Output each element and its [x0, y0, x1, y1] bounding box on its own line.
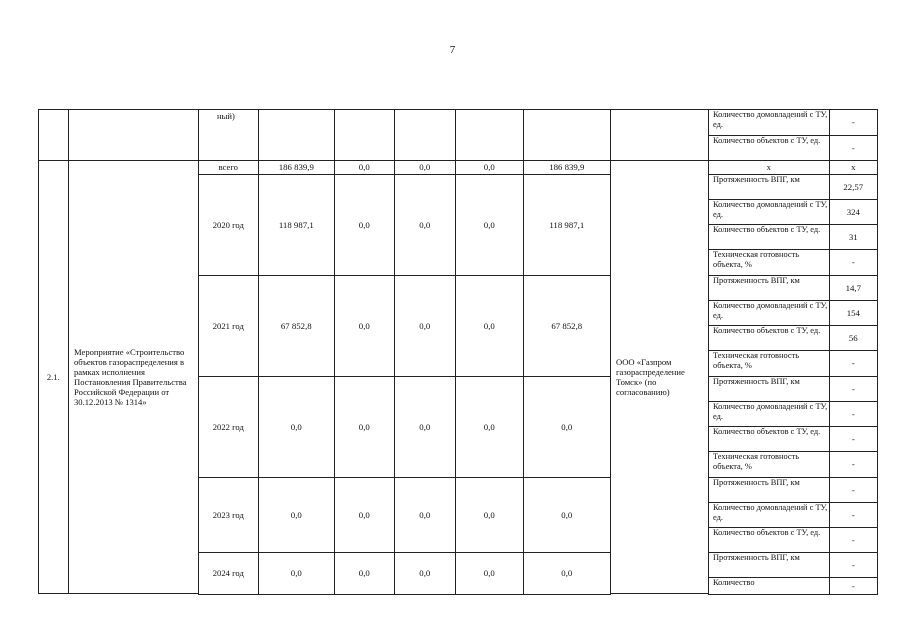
indicator-name: Количество домовладений с ТУ, ед. [708, 401, 830, 427]
indicator-value: 22,57 [829, 174, 878, 200]
year-value: 0,0 [258, 477, 335, 553]
measure-name: Мероприятие «Строительство объектов газораспределения в рамках исполнения Постановления Правительства Российской Федерации от 30.12.2013 № 1314» [68, 160, 199, 594]
indicator-value: - [829, 249, 878, 276]
executor: ООО «Газпром газораспределение Томск» (по согласованию) [610, 160, 709, 594]
year-value: 0,0 [334, 275, 395, 377]
year-value: 0,0 [455, 477, 524, 553]
year-value: 0,0 [258, 552, 335, 595]
indicator-value: х [829, 160, 878, 175]
year-label: 2022 год [198, 376, 259, 478]
indicator-name: Протяженность ВПГ, км [708, 275, 830, 301]
indicator-value: - [829, 577, 878, 595]
indicator-value: 56 [829, 325, 878, 351]
year-value: 0,0 [394, 174, 456, 276]
year-value: 0,0 [455, 174, 524, 276]
indicator-name: Количество объектов с ТУ, ед. [708, 426, 830, 452]
indicator-name: Количество домовладений с ТУ, ед. [708, 502, 830, 528]
indicator-name: Протяженность ВПГ, км [708, 174, 830, 200]
year-value: 0,0 [455, 376, 524, 478]
indicator-name: Техническая готовность объекта, % [708, 451, 830, 478]
total-value: 0,0 [455, 160, 524, 175]
indicator-name: Протяженность ВПГ, км [708, 477, 830, 503]
year-value: 0,0 [523, 552, 611, 595]
indicator-value: - [829, 527, 878, 553]
empty-value-cell [334, 109, 395, 161]
year-value: 0,0 [258, 376, 335, 478]
year-value: 67 852,8 [258, 275, 335, 377]
indicator-value: - [829, 376, 878, 402]
indicator-value: - [829, 552, 878, 578]
indicator-name: Техническая готовность объекта, % [708, 350, 830, 377]
indicator-value: - [829, 135, 878, 161]
indicator-value: - [829, 109, 878, 136]
indicator-value: 324 [829, 199, 878, 225]
year-value: 118 987,1 [258, 174, 335, 276]
total-value: 186 839,9 [523, 160, 611, 175]
indicator-name: Количество объектов с ТУ, ед. [708, 325, 830, 351]
indicator-value: - [829, 451, 878, 478]
cell-number-empty [38, 109, 69, 161]
indicator-name: Количество домовладений с ТУ, ед. [708, 199, 830, 225]
row-number: 2.1. [38, 160, 69, 594]
indicator-value: - [829, 401, 878, 427]
indicator-value: - [829, 426, 878, 452]
indicator-name: Протяженность ВПГ, км [708, 376, 830, 402]
total-label: всего [198, 160, 259, 175]
indicator-value: - [829, 350, 878, 377]
indicator-name: Количество объектов с ТУ, ед. [708, 135, 830, 161]
cell-name-empty [68, 109, 199, 161]
empty-value-cell [523, 109, 611, 161]
year-value: 0,0 [394, 275, 456, 377]
year-value: 67 852,8 [523, 275, 611, 377]
empty-value-cell [455, 109, 524, 161]
indicator-name: Количество домовладений с ТУ, ед. [708, 300, 830, 326]
year-value: 118 987,1 [523, 174, 611, 276]
empty-value-cell [394, 109, 456, 161]
indicator-name: Техническая готовность объекта, % [708, 249, 830, 276]
indicator-name: х [708, 160, 830, 175]
year-value: 0,0 [455, 275, 524, 377]
year-value: 0,0 [394, 376, 456, 478]
year-value: 0,0 [394, 477, 456, 553]
indicator-name: Количество [708, 577, 830, 595]
year-label: 2023 год [198, 477, 259, 553]
indicator-value: 154 [829, 300, 878, 326]
page-number: 7 [449, 44, 456, 56]
year-value: 0,0 [394, 552, 456, 595]
indicator-name: Количество объектов с ТУ, ед. [708, 527, 830, 553]
year-value: 0,0 [334, 477, 395, 553]
indicator-value: 31 [829, 224, 878, 250]
year-value: 0,0 [523, 477, 611, 553]
year-value: 0,0 [334, 174, 395, 276]
total-value: 0,0 [394, 160, 456, 175]
type-fragment: ный) [198, 109, 259, 161]
cell-executor-empty [610, 109, 709, 161]
year-value: 0,0 [334, 552, 395, 595]
total-value: 186 839,9 [258, 160, 335, 175]
indicator-value: - [829, 477, 878, 503]
total-value: 0,0 [334, 160, 395, 175]
year-label: 2020 год [198, 174, 259, 276]
indicator-name: Количество объектов с ТУ, ед. [708, 224, 830, 250]
year-value: 0,0 [523, 376, 611, 478]
year-value: 0,0 [334, 376, 395, 478]
year-label: 2024 год [198, 552, 259, 595]
indicator-name: Протяженность ВПГ, км [708, 552, 830, 578]
year-label: 2021 год [198, 275, 259, 377]
empty-value-cell [258, 109, 335, 161]
indicator-value: - [829, 502, 878, 528]
indicator-name: Количество домовладений с ТУ, ед. [708, 109, 830, 136]
indicator-value: 14,7 [829, 275, 878, 301]
year-value: 0,0 [455, 552, 524, 595]
